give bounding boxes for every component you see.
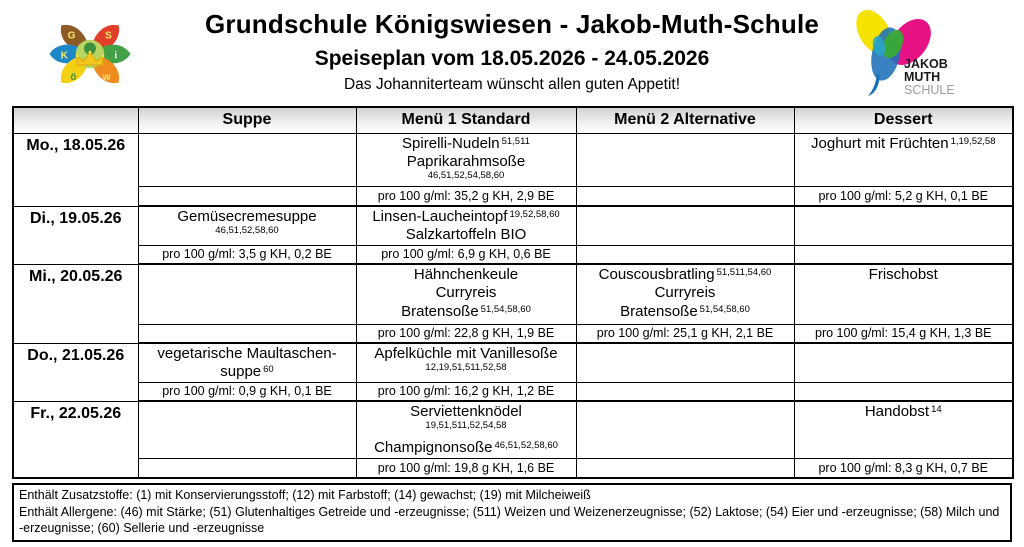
meal-plan-table bbox=[12, 106, 1014, 479]
meal-row bbox=[13, 264, 1013, 324]
nutrition-cell-menu2 bbox=[576, 458, 794, 478]
dish-cell-suppe bbox=[138, 343, 356, 382]
dish-line: Champignonsoße $^{46,51,52,58,60}$ bbox=[374, 439, 558, 457]
dish-cell-menu2 bbox=[576, 343, 794, 382]
dish-line: Bratensoße $^{51,54,58,60}$ bbox=[401, 302, 531, 320]
meal-row bbox=[13, 133, 1013, 186]
nutrition-row bbox=[13, 186, 1013, 206]
dish-cell-menu1 bbox=[356, 133, 576, 186]
nutrition-row bbox=[13, 245, 1013, 264]
nutrition-cell-menu2 bbox=[576, 186, 794, 206]
dish-line: Curryreis bbox=[654, 284, 716, 302]
nutrition-cell-menu1: pro 100 g/ml: 22,8 g KH, 1,9 BE bbox=[356, 324, 576, 343]
star-letter: S bbox=[105, 30, 112, 42]
dish-cell-suppe bbox=[138, 401, 356, 458]
star-letter: K bbox=[60, 50, 68, 62]
dish-cell-menu2 bbox=[576, 401, 794, 458]
nutrition-cell-menu2 bbox=[576, 382, 794, 401]
logo-text-jakob: JAKOB bbox=[904, 57, 948, 71]
day-cell: Di., 19.05.26 bbox=[13, 206, 138, 264]
document-header bbox=[0, 0, 1024, 106]
nutrition-cell-suppe: pro 100 g/ml: 0,9 g KH, 0,1 BE bbox=[138, 382, 356, 401]
star-letter: G bbox=[67, 30, 76, 42]
allergen-codes-line: 46,51,52,54,58,60 bbox=[427, 170, 505, 182]
dish-line: Curryreis bbox=[435, 284, 497, 302]
page-title: Grundschule Königswiesen - Jakob-Muth-Schule bbox=[204, 9, 820, 39]
page-subtitle: Speiseplan vom 18.05.2026 - 24.05.2026 bbox=[314, 46, 710, 70]
nutrition-cell-dessert: pro 100 g/ml: 5,2 g KH, 0,1 BE bbox=[794, 186, 1013, 206]
nutrition-cell-suppe bbox=[138, 186, 356, 206]
dish-line: Couscousbratling $^{51,511,54,60}$ bbox=[598, 266, 772, 284]
dish-cell-menu1 bbox=[356, 401, 576, 458]
column-header-dessert: Dessert bbox=[794, 107, 1013, 133]
jakob-muth-schule-logo bbox=[836, 2, 986, 102]
day-cell: Do., 21.05.26 bbox=[13, 343, 138, 401]
allergen-codes: 51,511 bbox=[501, 135, 530, 147]
allergen-codes-line: 12,19,51,511,52,58 bbox=[425, 362, 507, 374]
dish-cell-suppe bbox=[138, 206, 356, 245]
star-letter: w bbox=[102, 71, 111, 83]
footnote-additives: Enthält Zusatzstoffe: (1) mit Konservierungsstoff; (12) mit Farbstoff; (14) gewachst; (19) mit Milcheiweiß bbox=[19, 488, 591, 503]
nutrition-cell-menu1: pro 100 g/ml: 16,2 g KH, 1,2 BE bbox=[356, 382, 576, 401]
dish-cell-menu2 bbox=[576, 206, 794, 245]
dish-line: Bratensoße $^{51,54,58,60}$ bbox=[620, 302, 750, 320]
meal-row bbox=[13, 401, 1013, 458]
allergen-codes: 51,511,54,60 bbox=[716, 267, 772, 279]
allergen-codes: 19,52,58,60 bbox=[509, 209, 560, 220]
column-header-suppe: Suppe bbox=[138, 107, 356, 133]
dish-line: Frischobst bbox=[868, 266, 938, 284]
dish-line: Paprikarahmsoße bbox=[406, 152, 526, 170]
table-body bbox=[13, 133, 1013, 478]
school-star-logo bbox=[42, 8, 138, 100]
nutrition-cell-suppe bbox=[138, 324, 356, 343]
day-cell: Mi., 20.05.26 bbox=[13, 264, 138, 343]
nutrition-cell-suppe: pro 100 g/ml: 3,5 g KH, 0,2 BE bbox=[138, 245, 356, 264]
heart-logo-graphic bbox=[836, 2, 986, 102]
day-cell: Mo., 18.05.26 bbox=[13, 133, 138, 206]
star-logo-graphic bbox=[42, 8, 138, 100]
nutrition-cell-suppe bbox=[138, 458, 356, 478]
column-header-menu1: Menü 1 Standard bbox=[356, 107, 576, 133]
nutrition-cell-dessert: pro 100 g/ml: 15,4 g KH, 1,3 BE bbox=[794, 324, 1013, 343]
dish-line: Salzkartoffeln BIO bbox=[405, 226, 527, 244]
title-block bbox=[150, 0, 874, 94]
dish-cell-dessert bbox=[794, 343, 1013, 382]
allergen-codes: 1,19,52,58 bbox=[950, 135, 996, 147]
allergen-codes-line: 46,51,52,58,60 bbox=[215, 225, 279, 237]
dish-cell-menu1 bbox=[356, 264, 576, 324]
dish-line: Spirelli-Nudeln $^{51,511}$ bbox=[402, 134, 530, 152]
nutrition-cell-menu2: pro 100 g/ml: 25,1 g KH, 2,1 BE bbox=[576, 324, 794, 343]
allergen-codes-line: 19,51,511,52,54,58 bbox=[425, 420, 507, 432]
dish-cell-dessert bbox=[794, 264, 1013, 324]
nutrition-row bbox=[13, 458, 1013, 478]
dish-cell-menu2 bbox=[576, 264, 794, 324]
nutrition-cell-dessert bbox=[794, 382, 1013, 401]
star-letter: ö bbox=[70, 71, 77, 83]
dish-line: suppe $^{60}$ bbox=[220, 363, 274, 381]
dish-line: Linsen-Laucheintopf $^{19,52,58,60}$ bbox=[372, 208, 560, 225]
allergen-codes: 51,54,58,60 bbox=[480, 303, 531, 315]
allergen-codes: 14 bbox=[931, 404, 942, 416]
meal-row bbox=[13, 206, 1013, 245]
nutrition-cell-menu1: pro 100 g/ml: 19,8 g KH, 1,6 BE bbox=[356, 458, 576, 478]
dish-cell-suppe bbox=[138, 264, 356, 324]
dish-cell-suppe bbox=[138, 133, 356, 186]
dish-cell-menu1 bbox=[356, 206, 576, 245]
dish-line: Hähnchenkeule bbox=[413, 266, 519, 284]
column-header-day bbox=[13, 107, 138, 133]
tagline: Das Johanniterteam wünscht allen guten Appetit! bbox=[343, 75, 681, 93]
allergen-codes: 46,51,52,58,60 bbox=[494, 440, 558, 452]
nutrition-cell-menu2 bbox=[576, 245, 794, 264]
nutrition-cell-menu1: pro 100 g/ml: 35,2 g KH, 2,9 BE bbox=[356, 186, 576, 206]
allergen-codes: 51,54,58,60 bbox=[699, 303, 750, 315]
nutrition-cell-menu1: pro 100 g/ml: 6,9 g KH, 0,6 BE bbox=[356, 245, 576, 264]
allergen-codes: 60 bbox=[263, 364, 274, 376]
logo-text-schule: SCHULE bbox=[904, 83, 955, 97]
star-letter: i bbox=[114, 50, 118, 62]
footnote-allergens: Enthält Allergene: (46) mit Stärke; (51) Glutenhaltiges Getreide und -erzeugnisse; (511) Weizen und Weizenerzeugnisse; (52) Laktose; (54) Eier und -erzeugnisse; (58) Milch und -erzeugnisse; (60) Sellerie und -erzeugnisse bbox=[19, 504, 1000, 536]
nutrition-cell-dessert bbox=[794, 245, 1013, 264]
dish-line: Handobst $^{14}$ bbox=[864, 403, 942, 421]
table-header bbox=[13, 107, 1013, 133]
nutrition-row bbox=[13, 324, 1013, 343]
day-cell: Fr., 22.05.26 bbox=[13, 401, 138, 478]
dish-cell-menu2 bbox=[576, 133, 794, 186]
logo-text-muth: MUTH bbox=[904, 70, 941, 84]
dish-cell-dessert bbox=[794, 401, 1013, 458]
dish-line: Apfelküchle mit Vanillesoße bbox=[374, 345, 558, 363]
dish-line: Joghurt mit Früchten $^{1,19,52,58}$ bbox=[811, 134, 996, 152]
dish-line: Gemüsecremesuppe bbox=[177, 208, 317, 225]
nutrition-cell-dessert: pro 100 g/ml: 8,3 g KH, 0,7 BE bbox=[794, 458, 1013, 478]
dish-cell-dessert bbox=[794, 206, 1013, 245]
meal-row bbox=[13, 343, 1013, 382]
footnotes-box bbox=[12, 483, 1012, 542]
dish-line: vegetarische Maultaschen- bbox=[157, 345, 337, 363]
dish-cell-dessert bbox=[794, 133, 1013, 186]
dish-cell-menu1 bbox=[356, 343, 576, 382]
dish-line: Serviettenknödel bbox=[410, 403, 522, 421]
column-header-menu2: Menü 2 Alternative bbox=[576, 107, 794, 133]
nutrition-row bbox=[13, 382, 1013, 401]
